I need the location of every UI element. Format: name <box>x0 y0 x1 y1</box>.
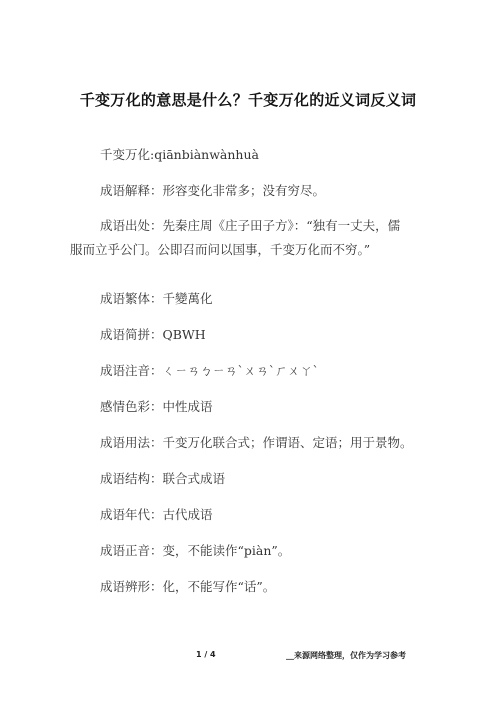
paragraph-explanation: 成语解释：形容变化非常多；没有穷尽。 <box>100 183 326 198</box>
paragraph-pinyin: 千变万化:qiānbiànwànhuà <box>100 147 259 162</box>
paragraph-source: 成语出处：先秦庄周《庄子田子方》：“独有一丈夫，儒服而立乎公门。公即召而问以国事，千变万化而不穷。” <box>70 218 401 257</box>
paragraph-abbreviation: 成语简拼：QBWH <box>100 327 206 342</box>
paragraph-traditional: 成语繁体：千變萬化 <box>100 291 213 306</box>
paragraph-structure: 成语结构：联合式成语 <box>100 471 226 486</box>
paragraph-usage: 成语用法：千变万化联合式；作谓语、定语；用于景物。 <box>100 435 413 450</box>
source-note: __来源网络整理，仅作为学习参考 <box>286 651 406 660</box>
paragraph-era: 成语年代：古代成语 <box>100 507 213 522</box>
paragraph-pronunciation: 成语正音：变，不能读作“piàn”。 <box>100 543 291 558</box>
paragraph-form: 成语辨形：化，不能写作“话”。 <box>100 579 276 594</box>
paragraph-sentiment: 感情色彩：中性成语 <box>100 399 213 414</box>
paragraph-zhuyin: 成语注音：ㄑㄧㄢㄅㄧㄢˋㄨㄢˋㄏㄨㄚˋ <box>100 363 319 378</box>
page-footer <box>0 650 496 664</box>
page-title: 千变万化的意思是什么？千变万化的近义词反义词 <box>79 91 417 109</box>
page-number: 1 / 4 <box>196 650 216 659</box>
